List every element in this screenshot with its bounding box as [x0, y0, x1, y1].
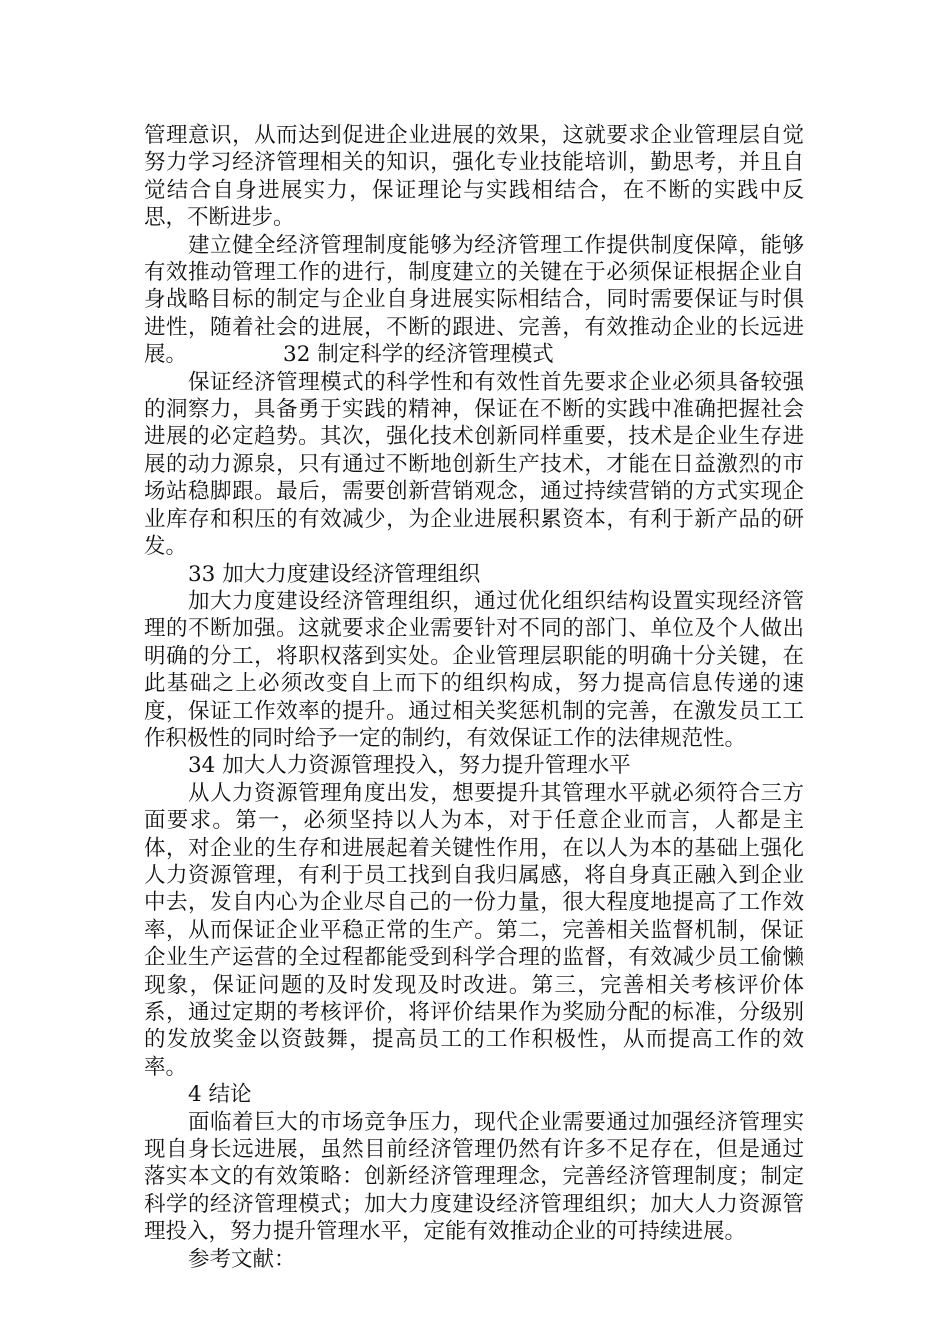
section-heading-3-4: 34 加大人力资源管理投入，努力提升管理水平	[188, 753, 631, 779]
paragraph: 管理意识，从而达到促进企业进展的效果，这就要求企业管理层自觉努力学习经济管理相关的知识，强化专业技能培训，勤思考，并且自觉结合自身进展实力，保证理论与实践相结合，在不断的实践中反思，不断进步。	[144, 123, 804, 231]
paragraph: 保证经济管理模式的科学性和有效性首先要求企业必须具备较强的洞察力，具备勇于实践的精神，保证在不断的实践中准确把握社会进展的必定趋势。其次，强化技术创新同样重要，技术是企业生存进展的动力源泉，只有通过不断地创新生产技术，才能在日益激烈的市场站稳脚跟。最后，需要创新营销观念，通过持续营销的方式实现企业库存和积压的有效减少，为企业进展积累资本，有利于新产品的研发。	[144, 369, 804, 560]
paragraph	[144, 232, 804, 369]
section-heading-3-2: 32 制定科学的经济管理模式	[283, 342, 554, 368]
paragraph: 面临着巨大的市场竞争压力，现代企业需要通过加强经济管理实现自身长远进展，虽然目前经济管理仍然有许多不足存在，但是通过落实本文的有效策略：创新经济管理理念，完善经济管理制度；制定科学的经济管理模式；加大力度建设经济管理组织；加大人力资源管理投入，努力提升管理水平，定能有效推动企业的可持续进展。	[144, 1109, 804, 1245]
section-heading-3-3: 33 加大力度建设经济管理组织	[188, 561, 481, 587]
section-heading-conclusion: 4 结论	[188, 1082, 252, 1108]
references-heading: 参考文献：	[188, 1246, 296, 1272]
paragraph: 加大力度建设经济管理组织，通过优化组织结构设置实现经济管理的不断加强。这就要求企业需要针对不同的部门、单位及个人做出明确的分工，将职权落到实处。企业管理层职能的明确十分关键，在此基础之上必须改变自上而下的组织构成，努力提高信息传递的速度，保证工作效率的提升。通过相关奖惩机制的完善，在激发员工工作积极性的同时给予一定的制约，有效保证工作的法律规范性。	[144, 588, 804, 751]
paragraph-text: 建立健全经济管理制度能够为经济管理工作提供制度保障，能够有效推动管理工作的进行，制度建立的关键在于必须保证根据企业自身战略目标的制定与企业自身进展实际相结合，同时需要保证与时俱进性，随着社会的进展，不断的跟进、完善，有效推动企业的长远进展。	[144, 232, 804, 368]
document-body	[144, 122, 804, 1273]
paragraph: 从人力资源管理角度出发，想要提升其管理水平就必须符合三方面要求。第一，必须坚持以人为本，对于任意企业而言，人都是主体，对企业的生存和进展起着关键性作用，在以人为本的基础上强化人力资源管理，有利于员工找到自我归属感，将自身真正融入到企业中去，发自内心为企业尽自己的一份力量，很大程度地提高了工作效率，从而保证企业平稳正常的生产。第二，完善相关监督机制，保证企业生产运营的全过程都能受到科学合理的监督，有效减少员工偷懒现象，保证问题的及时发现及时改进。第三，完善相关考核评价体系，通过定期的考核评价，将评价结果作为奖励分配的标准，分级别的发放奖金以资鼓舞，提高员工的工作积极性，从而提高工作的效率。	[144, 780, 804, 1080]
